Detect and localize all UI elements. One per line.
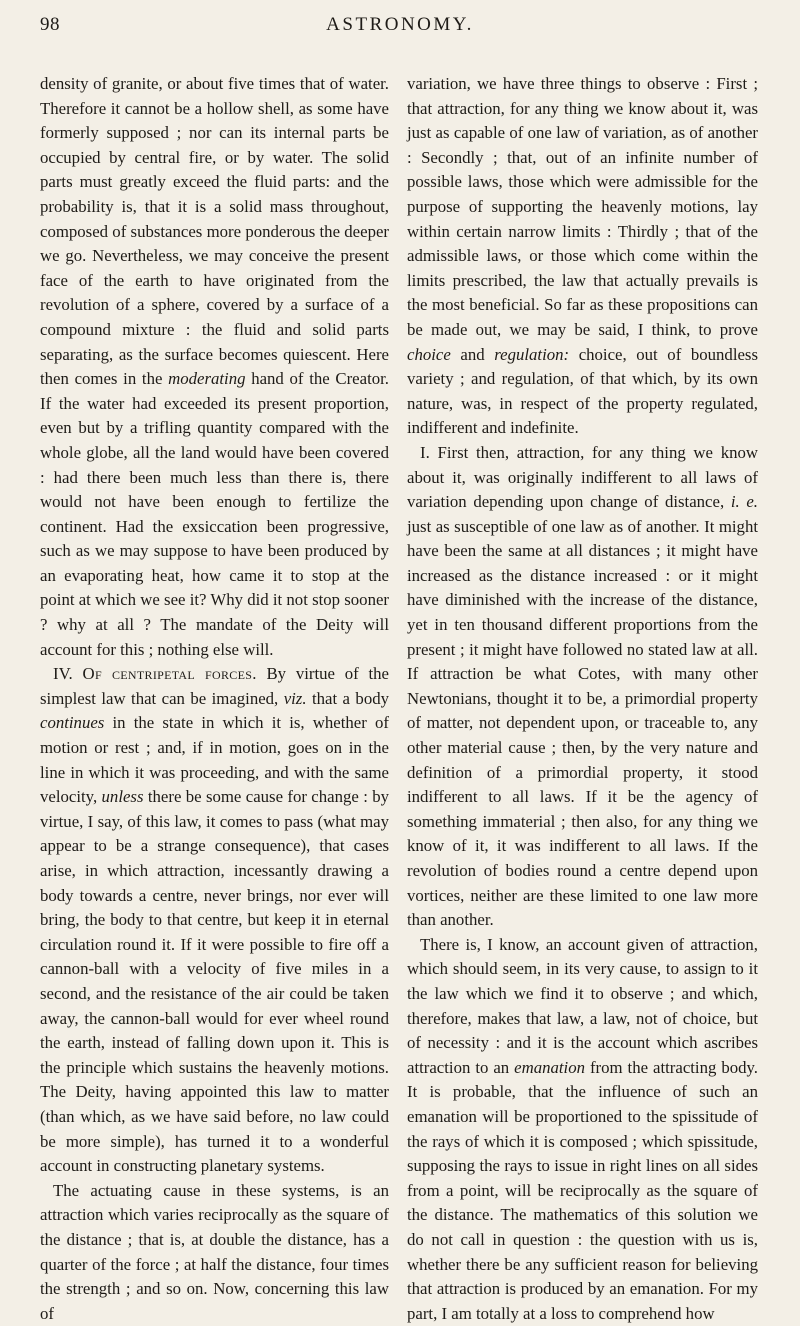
paragraph: density of granite, or about five times that of water. Therefore it cannot be a hollow shell, as some have formerly supposed ; nor can its internal parts be occupied by central fire, or by water. The solid parts must greatly exceed the fluid parts: and the probability is, that it is a solid mass throughout, composed of substances more ponderous the deeper we go. Nevertheless, we may conceive the present face of the earth to have originated from the revolution of a sphere, covered by a surface of a compound mixture : the fluid and solid parts separating, as the surface becomes quiescent. Here then comes in the moderating hand of the Creator. If the water had exceeded its present proportion, even but by a trifling quantity compared with the whole globe, all the land would have been covered : had there been much less than there is, there would not have been enough to fertilize the continent. Had the exsiccation been progressive, such as we may suppose to have been produced by an evaporating heat, how came it to stop at the point at which we see it? Why did it not stop sooner ? why at all ? The mandate of the Deity will account for this ; nothing else will. (40, 74, 389, 659)
section-number: IV. (53, 664, 73, 684)
running-title: ASTRONOMY. (326, 14, 474, 35)
paragraph: variation, we have three things to observe : First ; that attraction, for any thing we know about it, was just as capable of one law of variation, as of another : Secondly ; that, out of an infinite number of possible laws, those which were admissible for the purpose of supporting the heavenly motions, lay within certain narrow limits : Thirdly ; that of the admissible laws, or those which come within the limits prescribed, the law that actually prevails is the most beneficial. So far as these propositions can be made out, we may be said, I think, to prove choice and regulation: choice, out of boundless variety ; and regulation, of that which, by its own nature, was, in respect of the property regulated, indifferent and indefinite. (407, 74, 758, 438)
paragraph-centripetal-forces: IV. Of centripetal forces. By virtue of the simplest law that can be imagined, viz. that a body continues in the state in which it is, whether of motion or rest ; and, if in motion, goes on in the line in which it was proceeding, and with the same velocity, unless there be some cause for change : by virtue, I say, of this law, it comes to pass (what may appear to be a strange consequence), that cases arise, in which attraction, incessantly drawing a body towards a centre, never brings, nor ever will bring, the body to that centre, but keep it in eternal circulation round it. If it were possible to fire off a cannon-ball with a velocity of five miles in a second, and the resistance of the air could be taken away, the cannon-ball would for ever wheel round the earth, instead of falling down upon it. This is the principle which sustains the heavenly motions. The Deity, having appointed this law to matter (than which, as we have said before, no law could be more simple), has turned it to a wonderful account in constructing planetary systems. (40, 664, 390, 1176)
paragraph: I. First then, attraction, for any thing we know about it, was originally indifferent to all laws of variation depending upon change of distance, i. e. just as susceptible of one law as of another. It might have been the same at all distances ; it might have increased as the distance increased : or it might have diminished with the increase of the distance, yet in ten thousand different proportions from the present ; it might have followed no stated law at all. If attraction be what Cotes, with many other Newtonians, thought it to be, a primordial property of matter, not dependent upon, or traceable to, any other material cause ; then, by the very nature and definition of a primordial property, it stood indifferent to all laws. If it be the agency of something immaterial ; then also, for any thing we know of it, it was indifferent to all laws. If the revolution of bodies round a centre depend upon vortices, neither are these limited to one law more than another. (407, 442, 758, 930)
paragraph: There is, I know, an account given of attraction, which should seem, in its very cause, to assign to it the law which we find it to observe ; and which, therefore, makes that law, a law, not of choice, but of necessity : and it is the account which ascribes attraction to an emanation from the attracting body. It is probable, that the influence of such an emanation will be proportioned to the spissitude of the rays of which it is composed ; which spissitude, supposing the rays to issue in right lines on all sides from a point, will be reciprocally as the square of the distance. The mathematics of this solution we do not call in question : the question with us is, whether there be any sufficient reason for believing that attraction is produced by an emanation. For my part, I am totally at a loss to comprehend how (407, 934, 758, 1323)
paragraph: The actuating cause in these systems, is an attraction which varies reciprocally as the square of the distance ; that is, at double the distance, has a quarter of the force ; at half the distance, four times the strength ; and so on. Now, concerning this law of (40, 1180, 389, 1323)
page-number: 98 (40, 14, 60, 35)
left-column (40, 72, 389, 1326)
right-column (407, 72, 758, 1326)
section-heading: Of centripetal forces. (82, 664, 257, 684)
